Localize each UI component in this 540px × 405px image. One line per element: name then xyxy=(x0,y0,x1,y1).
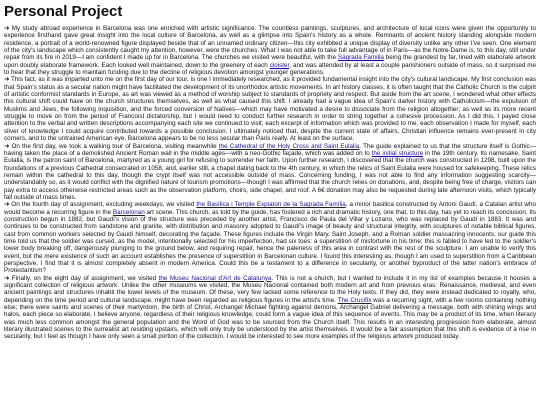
paragraph-1-text-a: ➜ My study abroad experience in Barcelona was one enriched with artistic significance. The countless paintings, sculptures, and architecture of local icons were given the opportunity to experience firsthand gave great insight into the local culture of Barcelona, as well as a glimpse into Spain's history as a whole. Remnants of ancient history standing alongside modern residence, a portrait of a world-renowned figure displayed beside that of an unnamed ordinary citizen—this city exhibited a unique display of diversity unlike any other I've seen. One element of the city's landscape which consistently caught my attention, however, were the churches. What I was not able to take full advantage of in Paris—as the Notre-Dame is, to this day, still under repair from its fire in 2019—I am confident I made up for in Barcelona. The churches we visited were beautiful, with the xyxy=(4,25,536,62)
paragraph-3-text-a: ➜ On the first day, we took a walking tour of Barcelona, visiting meanwhile xyxy=(4,142,219,150)
paragraph-3 xyxy=(4,143,536,202)
paragraph-4-text-b: , a minor basilica constructed by Antoni Gaudí, a Catalan artist who would become a recurring figure in the xyxy=(4,201,536,216)
paragraph-3-text-b: . The guide explained to us that the structure itself is Gothic—having taken the place of a demolished Ancient Roman wall in the middle ages—with a neo-Gothic façade, which was added on to xyxy=(4,142,536,157)
cathedral-link[interactable]: the Cathedral of the Holy Cross and Saint Eulalia xyxy=(218,142,360,150)
paragraph-4-text-a: ➜ On the fourth day of assignment, excluding weekdays, we visited xyxy=(4,201,197,209)
crucifix-link[interactable]: The Crucifix xyxy=(337,296,372,304)
barcelonan-link[interactable]: Barcelonan xyxy=(112,208,145,216)
paragraph-1-text-c: , and was attended by at least a couple parishioners outside of mass, so it surprised me to hear that they struggle to maintain funding due to the decline of religious devotion amongst younger generations. xyxy=(4,61,537,77)
sagrada-familia-link[interactable]: Sagrada Familia xyxy=(337,54,384,62)
museum-link[interactable]: the Museu Nacional d'Art de Catalunya xyxy=(158,274,272,282)
paragraph-4-text-c: art scene. This church, as told by the guide, has fostered a rich and dramatic history, one that, to this day, has yet to reach its conclusion. Its construction begun in 1882, but Gaudí's vision of the structure was preceded by another artist, Francisco de Paula del Villar y Lozano, who was replaced by Gaudí in 1883. It was and continues to be constructed from sandstone and granite, with distribution and masonry adopted to Gaudí's image of beauty and structural integrity, with sculptures of notable biblical figures, cast from common workers selected by Gaudí himself, decorating the façade. These figures include the Virgin Mary, Saint Joseph, and a Roman soldier massacring innocents; our guide this time told us that the soldier was cursed, as the model, intentionally selected for his imperfection, had six toes: a superstition of misfortune in his time; this is fabled to have led to the soldier's lower body breaking off, dangerously plunging to the ground below, and requiring repair, hence the paleness of this area in contrast with the rest of the sculpture. I am unable to verify this event, but the mere existence of such an account establishes the presence of superstition in Barcelonan culture. I found this interesting as, though I am used to superstition from a Caribbean perspective, I find that it is almost completely absent in modern America. Could this be a testament to a difference in secularity, or another byproduct of the latter nation's embrace of Protestantism? xyxy=(4,208,536,275)
paragraph-5-text-c: was a recurring sight, with a few rooms containing nothing else; there were saints and scenes of their martyrdom, the birth of Christ, Archangel Michael fighting against demons, Archangel Gabriel delivering a message, both with shining wings and halos, each piece so elaborate, I believe anyone, regardless of their religious knowledge, could form a vague idea of this sequence of events. This may be a product of its time, when literacy was much less common amongst the general population and the Word of God was to be sourced from the Church itself. This results in an interesting progression from elaborate, almost literary illustrated scenes to the surrealist art residing upstairs, which will only truly be understood by the artist themselves. It would be a fair assumption that this shift is evidence of a rise in secularity, but I feel as though I have only seen a small portion of the collection. I would be interested to see more examples of the religious artwork produced today. xyxy=(4,296,537,341)
paragraph-1 xyxy=(4,25,536,76)
paragraph-3-text-c: in the 19th century. Its namesake, Saint Eulalia, is the patron saint of Barcelona, martyred as a young girl for refusing to surrender her faith. Upon further research, I discovered that the church was constructed in 1298, built upon the foundations of a previous Cathedral consecrated in 1058, and, earlier still, a chapel dating back to the 4th century, in which the relics of Saint Eulalia were housed for safekeeping. These relics remain within the cathedral to this day, though the crypt itself was not accessible outside of mass. Concerning funding, I was not able to find any information suggesting scarcity—understandably so, as it would conflict with the dignified nature of tourism promotions—though I was affirmed that the church relies on donations, and, despite being free of charge, visitors can pay extra to access otherwise restricted areas such as the observation platform, choirs, side chapel, and roof. A 6€ donation may also be requested during late afternoon visits, which typically fall outside of mass times. xyxy=(4,149,537,201)
paragraph-5 xyxy=(4,275,536,341)
paragraph-5-text-a: ➜ Finally, on the eight day of assignment, we visited xyxy=(4,274,159,282)
paragraph-2-text: ➜ This fact, as it was imparted unto me on the first day of our tour, is one I immediately researched, as it provided fundamental insight into the city's cultural landscape. My first conclusion was that Spain's status as a secular nation might have facilitated the development of its unorthodox artistic movements. In art history classes, it is often taught that the Catholic Church is the culprit of artistic conformist standards in Europe, as art was viewed as a method of worship subject to standards of propriety and respect. But aside from the art scene, I wondered what other effects this cultural shift could have on the church structures themselves, as well as what caused this shift. I already had a vague idea of Spain's darker history with Catholicism—the expulsion of Muslims and Jews, the following Inquisition, and the forced conversion of Natives—which may have motivated a desire to dissociate from the religion altogether; as well as its more recent struggle to move on from the period of Francoist dictatorship, but I would need to conduct further research in order to string together a cohesive procession. As I did this, I payed close attention to the verbal and written descriptions accompanying each site we continued to visit; each excerpt of information which was provided to me, each observation I made for myself, each sliver of knowledge I could acquire contributed towards a possible conclusion. I ultimately noticed that, despite the current state of affairs, Christian influence remains ever-present in city corners, and to the untrained American eye, Barcelona appears to be no less secular than Paris really. At least on the surface. xyxy=(4,76,536,143)
paragraph-2 xyxy=(4,76,536,142)
paragraph-4 xyxy=(4,201,536,274)
paragraph-5-text-b: . This is not a church, but I wanted to include it in my list of examples because it houses a significant collection of religious artwork. Unlike the other museums we visited, the Museu Nacional contained both modern art and from previous eras: Renaissance, medieval, and even ancient paintings and structures inhabit the lower levels of the museum. Of these, very few lacked some reference to the Holy texts. If they did, they were instead dedicated to royalty, who, depending on the time period and cultural landscape, might have been regarded as religious figures in the artist's time. xyxy=(4,274,537,304)
cloister-link[interactable]: cloister xyxy=(269,61,290,69)
paragraph-1-text-b: being the grandest by far, lined with elaborate artwork upon doubly elaborate framework. Each looked well maintained, down to the greenery of each xyxy=(4,54,536,69)
initial-structure-link[interactable]: the initial structure xyxy=(371,149,424,157)
basilica-link[interactable]: the Basílica i Temple Expiatori de la Sagrada Família xyxy=(196,201,346,209)
page-title: Personal Project xyxy=(4,3,123,20)
